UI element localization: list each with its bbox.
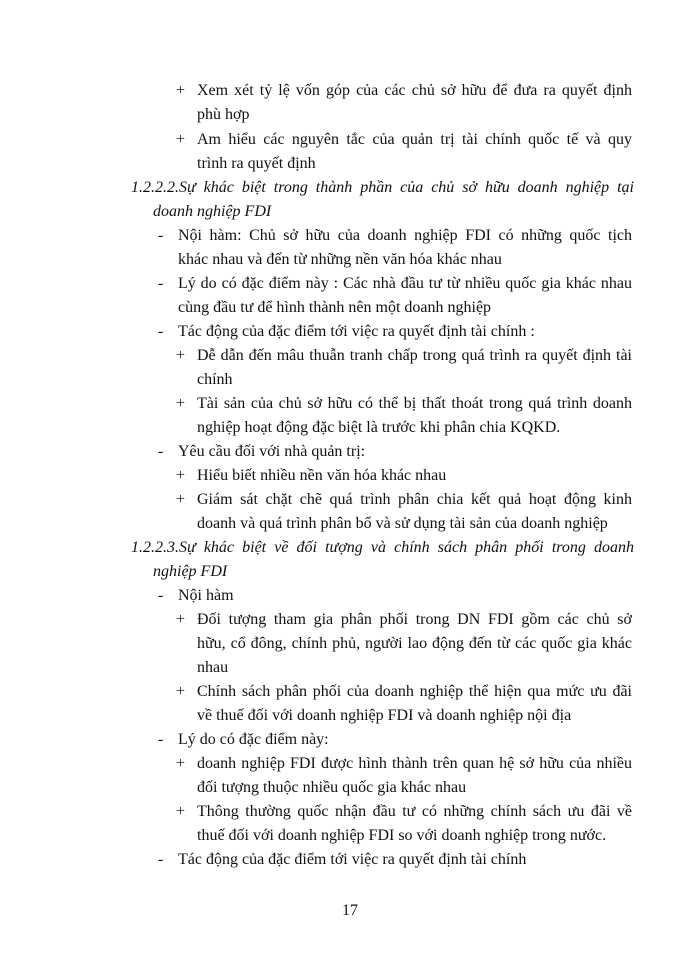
text-line: Hiểu biết nhiều nền văn hóa khác nhau (197, 467, 447, 484)
text-line: về thuế đối với doanh nghiệp FDI và doanh nghiệp nội địa (197, 707, 572, 724)
dash-bullet: - (158, 851, 164, 868)
plus-bullet: + (176, 683, 186, 700)
plus-bullet: + (176, 395, 186, 412)
text-line: phù hợp (197, 106, 250, 123)
plus-bullet: + (176, 491, 186, 508)
plus-bullet: + (176, 467, 186, 484)
text-line: doanh nghiệp FDI được hình thành trên quan hệ sở hữu của nhiều (197, 755, 632, 772)
dash-bullet: - (158, 275, 164, 292)
text-line: Tác động của đặc điểm tới việc ra quyết định tài chính (178, 851, 527, 868)
section-heading-continuation: nghiệp FDI (153, 563, 228, 580)
text-line: Tác động của đặc điểm tới việc ra quyết định tài chính : (178, 323, 535, 340)
dash-bullet: - (158, 587, 164, 604)
text-line: Nội hàm: Chủ sở hữu của doanh nghiệp FDI có những quốc tịch (178, 227, 632, 244)
text-line: trình ra quyết định (197, 155, 316, 172)
text-line: cùng đầu tư để hình thành nên một doanh nghiệp (178, 299, 492, 316)
text-line: Chính sách phân phối của doanh nghiệp thể hiện qua mức ưu đãi (197, 683, 632, 700)
dash-bullet: - (158, 731, 164, 748)
text-line: Tài sản của chủ sở hữu có thể bị thất thoát trong quá trình doanh (197, 395, 632, 412)
dash-bullet: - (158, 323, 164, 340)
text-line: Giám sát chặt chẽ quá trình phân chia kết quả hoạt động kinh (197, 491, 632, 508)
text-line: Nội hàm (178, 587, 234, 604)
plus-bullet: + (176, 611, 186, 628)
text-line: chính (197, 371, 233, 388)
text-line: Lý do có đặc điểm này : Các nhà đầu tư từ nhiều quốc gia khác nhau (178, 275, 632, 292)
dash-bullet: - (158, 227, 164, 244)
plus-bullet: + (176, 755, 186, 772)
text-line: đối tượng thuộc nhiều quốc gia khác nhau (197, 779, 467, 796)
text-line: khác nhau và đến từ những nền văn hóa khác nhau (178, 251, 502, 268)
plus-bullet: + (176, 803, 186, 820)
text-line: Am hiểu các nguyên tắc của quản trị tài chính quốc tế và quy (197, 131, 632, 148)
page-number: 17 (342, 902, 358, 919)
plus-bullet: + (176, 82, 186, 99)
text-line: hữu, cổ đông, chính phủ, người lao động đến từ các quốc gia khác (197, 635, 632, 652)
text-line: nhau (197, 659, 229, 676)
text-line: thuế đối với doanh nghiệp FDI so với doanh nghiệp trong nước. (197, 827, 607, 844)
text-line: doanh và quá trình phân bổ và sử dụng tài sản của doanh nghiệp (197, 515, 608, 532)
text-line: Yêu cầu đối với nhà quản trị: (178, 443, 366, 460)
plus-bullet: + (176, 347, 186, 364)
section-heading: 1.2.2.2.Sự khác biệt trong thành phần của chủ sở hữu doanh nghiệp tại (131, 179, 634, 196)
plus-bullet: + (176, 131, 186, 148)
text-line: Xem xét tỷ lệ vốn góp của các chủ sở hữu để đưa ra quyết định (197, 82, 632, 99)
text-line: Thông thường quốc nhận đầu tư có những chính sách ưu đãi về (197, 803, 632, 820)
section-heading: 1.2.2.3.Sự khác biệt về đối tượng và chính sách phân phối trong doanh (131, 539, 634, 556)
text-line: Lý do có đặc điểm này: (178, 731, 329, 748)
section-heading-continuation: doanh nghiệp FDI (153, 203, 272, 220)
text-line: Dễ dẫn đến mâu thuẫn tranh chấp trong quá trình ra quyết định tài (197, 347, 632, 364)
text-line: Đối tượng tham gia phân phối trong DN FDI gồm các chủ sở (197, 611, 632, 628)
dash-bullet: - (158, 443, 164, 460)
text-line: nghiệp hoạt động đặc biệt là trước khi phân chia KQKD. (197, 419, 561, 436)
